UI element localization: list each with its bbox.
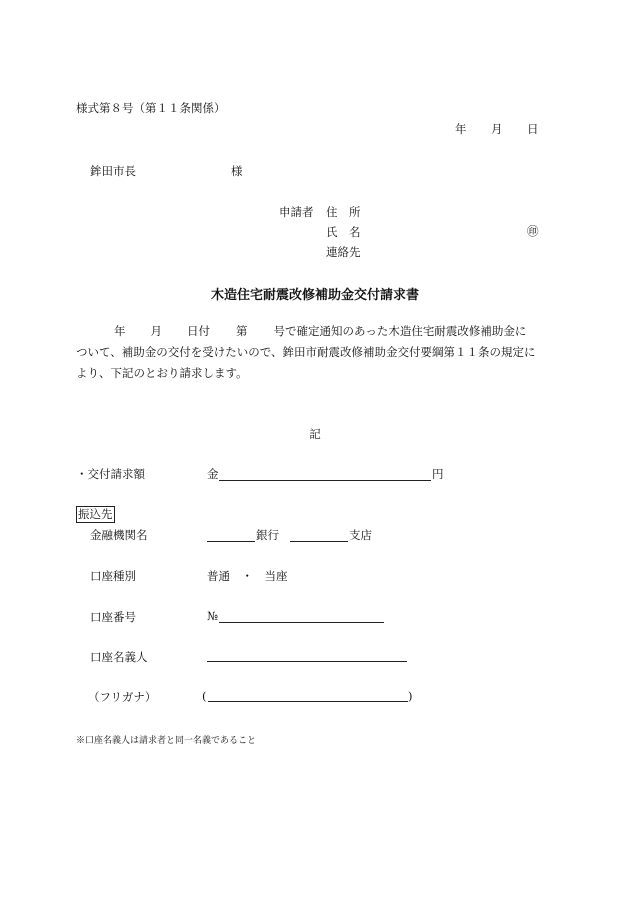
account-number-line[interactable] xyxy=(219,622,384,623)
bank-label: 金融機関名 xyxy=(90,528,148,542)
date-year: 年 xyxy=(455,122,467,136)
addressee-honorific: 様 xyxy=(231,164,243,178)
furigana-open-paren: ( xyxy=(202,689,207,703)
date-day: 日 xyxy=(527,122,539,136)
amount-label: ・交付請求額 xyxy=(76,467,145,481)
body-line2: ついて、補助金の交付を受けたいので、鉾田市耐震改修補助金交付要綱第１１条の規定に xyxy=(76,345,536,359)
applicant-contact-label: 連絡先 xyxy=(326,245,361,259)
transfer-heading: 振込先 xyxy=(78,507,113,521)
body-month: 月 xyxy=(150,324,162,338)
account-holder-line[interactable] xyxy=(207,661,407,662)
request-body xyxy=(76,321,556,384)
date-month: 月 xyxy=(491,122,503,136)
furigana-close-paren: ) xyxy=(408,689,413,703)
account-type-label: 口座種別 xyxy=(90,569,136,583)
seal-mark: ㊞ xyxy=(527,224,539,238)
footnote: ※口座名義人は請求者と同一名義であること xyxy=(76,736,257,746)
body-dai: 第 xyxy=(236,324,248,338)
body-line1-rest: 号で確定通知のあった木造住宅耐震改修補助金に xyxy=(273,324,527,338)
ki-heading: 記 xyxy=(309,427,321,441)
account-number-prefix: № xyxy=(207,609,218,623)
furigana-line[interactable] xyxy=(208,701,408,702)
body-day: 日付 xyxy=(187,324,210,338)
bank-suffix: 銀行 xyxy=(256,528,279,542)
applicant-address-label: 住 所 xyxy=(326,205,361,219)
form-number: 様式第８号（第１１条関係） xyxy=(76,101,226,115)
amount-line[interactable] xyxy=(219,480,431,481)
applicant-name-label: 氏 名 xyxy=(326,225,361,239)
body-year: 年 xyxy=(114,324,126,338)
bank-name-line[interactable] xyxy=(207,541,255,542)
addressee-name: 鉾田市長 xyxy=(90,164,136,178)
applicant-label: 申請者 xyxy=(279,205,314,219)
body-line3: より、下記のとおり請求します。 xyxy=(76,366,248,380)
document-title: 木造住宅耐震改修補助金交付請求書 xyxy=(210,288,419,303)
amount-prefix: 金 xyxy=(207,467,219,481)
account-type-options[interactable]: 普通 ・ 当座 xyxy=(207,569,288,583)
account-number-label: 口座番号 xyxy=(90,610,136,624)
branch-name-line[interactable] xyxy=(290,541,348,542)
branch-suffix: 支店 xyxy=(349,528,372,542)
account-holder-label: 口座名義人 xyxy=(90,650,148,664)
furigana-label: （フリガナ） xyxy=(88,690,157,704)
amount-suffix: 円 xyxy=(432,467,444,481)
